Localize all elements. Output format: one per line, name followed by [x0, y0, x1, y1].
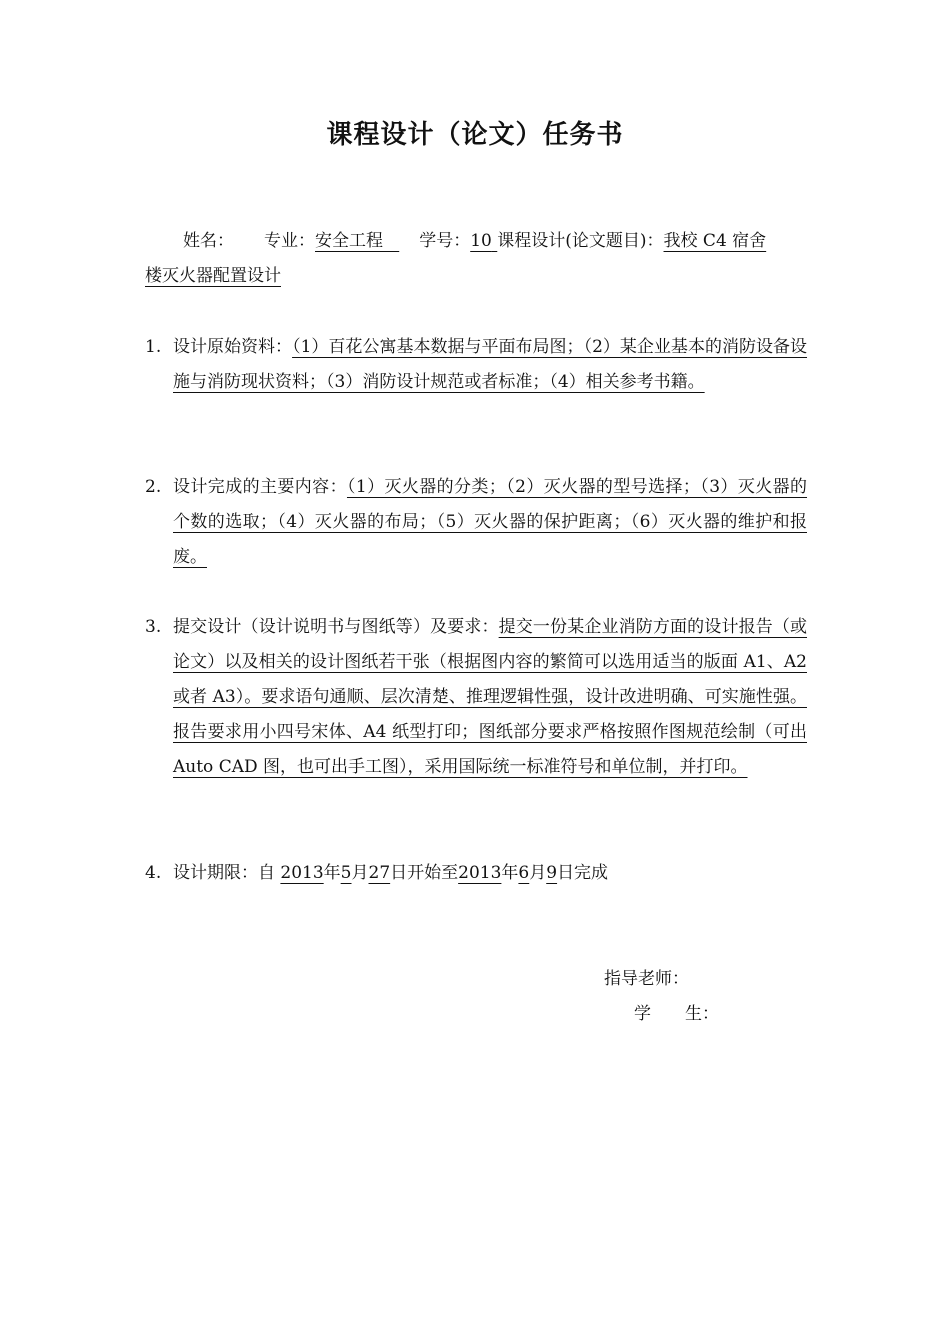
item-content: 提交一份某企业消防方面的设计报告（或论文）以及相关的设计图纸若干张（根据图内容的繁简可以选用适当的版面 A1、A2 或者 A3）。要求语句通顺、层次清楚、推理逻辑性强，设计改进明确、可实施性强。报告要求用小四号宋体、A4 纸型打印；图纸部分要求严格按照作图规范绘制（可出 Auto CAD 图，也可出手工图），采用国际统一标准符号和单位制，并打印。	[173, 617, 808, 777]
advisor-signature-label: 指导老师：	[604, 969, 689, 989]
item-label: 提交设计（设计说明书与图纸等）及要求：	[173, 617, 499, 637]
end-suffix: 日完成	[557, 863, 609, 883]
item-label: 设计完成的主要内容：	[173, 477, 347, 497]
student-signature-label: 学 生：	[634, 1004, 719, 1024]
end-day: 9	[546, 863, 558, 883]
item-number: 2.	[145, 477, 162, 497]
student-info	[145, 224, 807, 294]
period-label: 设计期限：自	[173, 863, 281, 883]
start-year: 2013	[280, 863, 324, 883]
month-char: 月	[529, 863, 547, 883]
major-label: 专业：	[264, 231, 315, 251]
month-char: 月	[351, 863, 369, 883]
requirement-item-2	[145, 470, 807, 575]
item-content: （1）百花公寓基本数据与平面布局图；（2）某企业基本的消防设备设施与消防现状资料；（3）消防设计规范或者标准；（4）相关参考书籍。	[173, 337, 808, 392]
name-label: 姓名：	[183, 231, 234, 251]
id-value: 10	[470, 231, 492, 251]
topic-value-line1: 我校 C4 宿舍	[663, 231, 767, 251]
end-year: 2013	[458, 863, 502, 883]
id-label: 学号：	[419, 231, 471, 251]
year-char: 年	[323, 863, 341, 883]
item-number: 1.	[145, 337, 162, 357]
start-day: 27	[368, 863, 391, 883]
design-period	[145, 856, 807, 891]
item-number: 4.	[145, 863, 162, 883]
end-month: 6	[518, 863, 530, 883]
topic-value-line2: 楼灭火器配置设计	[145, 266, 281, 286]
item-number: 3.	[145, 617, 162, 637]
item-label: 设计原始资料：	[173, 337, 293, 357]
requirement-item-3	[145, 610, 807, 785]
start-month: 5	[340, 863, 352, 883]
item-content: （1）灭火器的分类；（2）灭火器的型号选择；（3）灭火器的个数的选取；（4）灭火器的布局；（5）灭火器的保护距离；（6）灭火器的维护和报废。	[173, 477, 808, 567]
info-line-2	[145, 259, 807, 294]
year-char: 年	[501, 863, 519, 883]
topic-label: 课程设计(论文题目)：	[497, 231, 664, 251]
start-suffix: 日开始至	[390, 863, 459, 883]
info-line-1	[145, 224, 807, 259]
document-title: 课程设计（论文）任务书	[326, 120, 624, 150]
requirement-item-1	[145, 330, 807, 400]
major-value: 安全工程	[315, 231, 383, 251]
